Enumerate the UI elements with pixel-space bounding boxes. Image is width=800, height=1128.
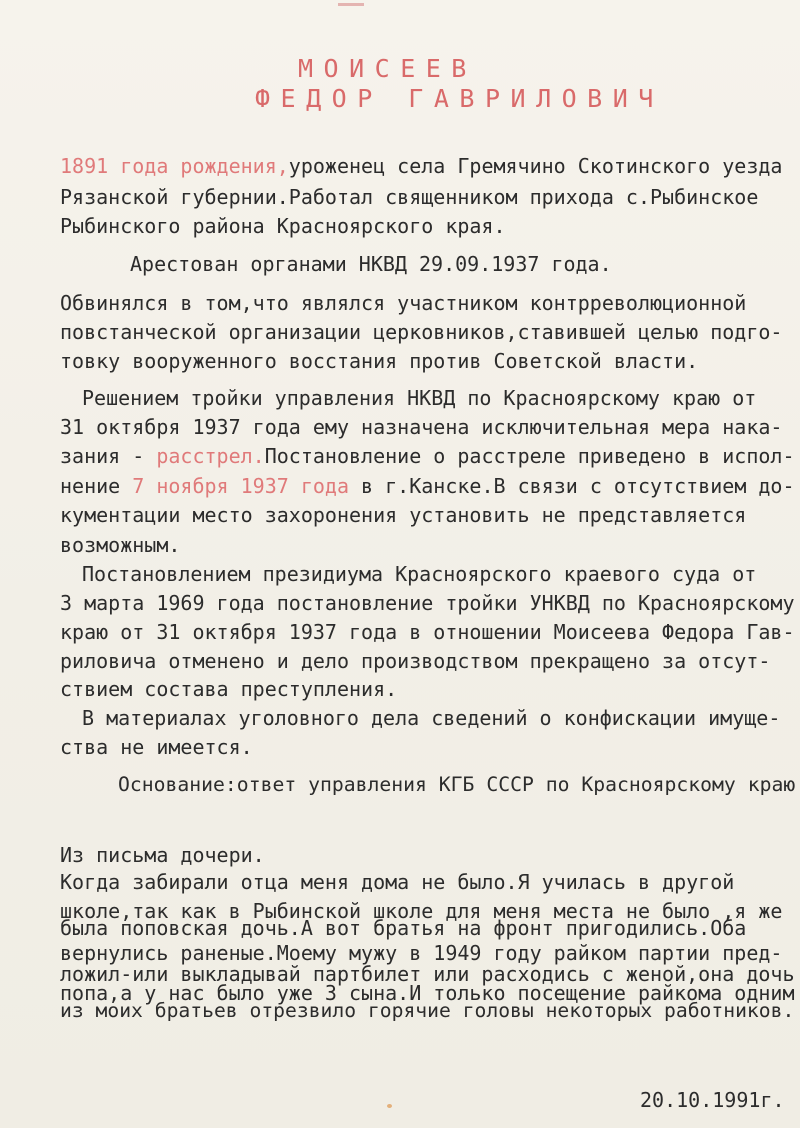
- rehab-line-2: 3 марта 1969 года постановление тройки УНКВД по Красноярскому: [60, 591, 795, 615]
- letter-line-4: вернулись раненые.Моему мужу в 1949 году райком партии пред-: [60, 941, 783, 965]
- letter-line-6: попа,а у нас было уже 3 сына.И только посещение райкома одним: [60, 981, 795, 1005]
- rehab-line-1: Постановлением президиума Красноярского краевого суда от: [82, 562, 757, 586]
- sentence-text: зания -: [60, 444, 157, 468]
- bio-line-1: [60, 156, 782, 176]
- ink-speck: [387, 1104, 392, 1108]
- letter-line-7: из моих братьев отрезвило горячие головы некоторых работников.: [60, 999, 795, 1022]
- sentence-line-2: 31 октября 1937 года ему назначена исключительная мера нака-: [60, 415, 783, 439]
- charge-line-1: Обвинялся в том,что являлся участником контрреволюционной: [60, 291, 747, 315]
- birthplace-text: уроженец села Гремячино Скотинского уезда: [288, 154, 783, 178]
- letter-heading: Из письма дочери.: [60, 843, 265, 867]
- rehab-line-4: риловича отменено и дело производством прекращено за отсут-: [60, 649, 771, 673]
- bio-line-3: Рыбинского района Красноярского края.: [60, 214, 506, 238]
- ink-mark: [338, 3, 364, 6]
- letter-line-3: была поповская дочь.А вот братья на фронт пригодились.Оба: [60, 916, 747, 940]
- sentence-line-5: кументации место захоронения установить не представляется: [60, 503, 747, 527]
- charge-line-2: повстанческой организации церковников,ставившей целью подго-: [60, 320, 783, 344]
- rehab-line-3: краю от 31 октября 1937 года в отношении Моисеева Федора Гав-: [60, 620, 795, 644]
- sentence-line-4: [60, 476, 795, 496]
- sentence-text: в г.Канске.В связи с отсутствием до-: [349, 474, 795, 498]
- execution-text: расстрел.: [156, 444, 265, 468]
- letter-line-1: Когда забирали отца меня дома не было.Я училась в другой: [60, 870, 735, 894]
- sentence-line-6: возможным.: [60, 533, 181, 557]
- rehab-line-5: ствием состава преступления.: [60, 677, 398, 701]
- sentence-text: нение: [60, 474, 133, 498]
- sentence-line-3: [60, 446, 795, 466]
- letter-line-2: школе,так как в Рыбинской школе для меня места не было ,я же: [60, 899, 783, 923]
- sentence-line-1: Решением тройки управления НКВД по Красноярскому краю от: [82, 386, 757, 410]
- birth-year-text: 1891 года рождения,: [60, 154, 289, 178]
- sentence-text: Постановление о расстреле приведено в испол-: [264, 444, 795, 468]
- charge-line-3: товку вооруженного восстания против Советской власти.: [60, 349, 699, 373]
- bio-line-2: Рязанской губернии.Работал священником прихода с.Рыбинское: [60, 185, 759, 209]
- arrest-line: Арестован органами НКВД 29.09.1937 года.: [130, 252, 612, 276]
- letter-line-5: ложил-или выкладывай партбилет или расходись с женой,она дочь: [60, 962, 795, 986]
- document-date: 20.10.1991г.: [640, 1088, 785, 1112]
- given-names-heading: ФЕДОР ГАВРИЛОВИЧ: [255, 84, 664, 113]
- surname-heading: МОИСЕЕВ: [298, 54, 477, 83]
- execution-date-text: 7 ноября 1937 года: [132, 474, 349, 498]
- property-line-2: ства не имеется.: [60, 735, 253, 759]
- basis-line: Основание:ответ управления КГБ СССР по Красноярскому краю: [118, 773, 796, 796]
- property-line-1: В материалах уголовного дела сведений о конфискации имуще-: [82, 706, 781, 730]
